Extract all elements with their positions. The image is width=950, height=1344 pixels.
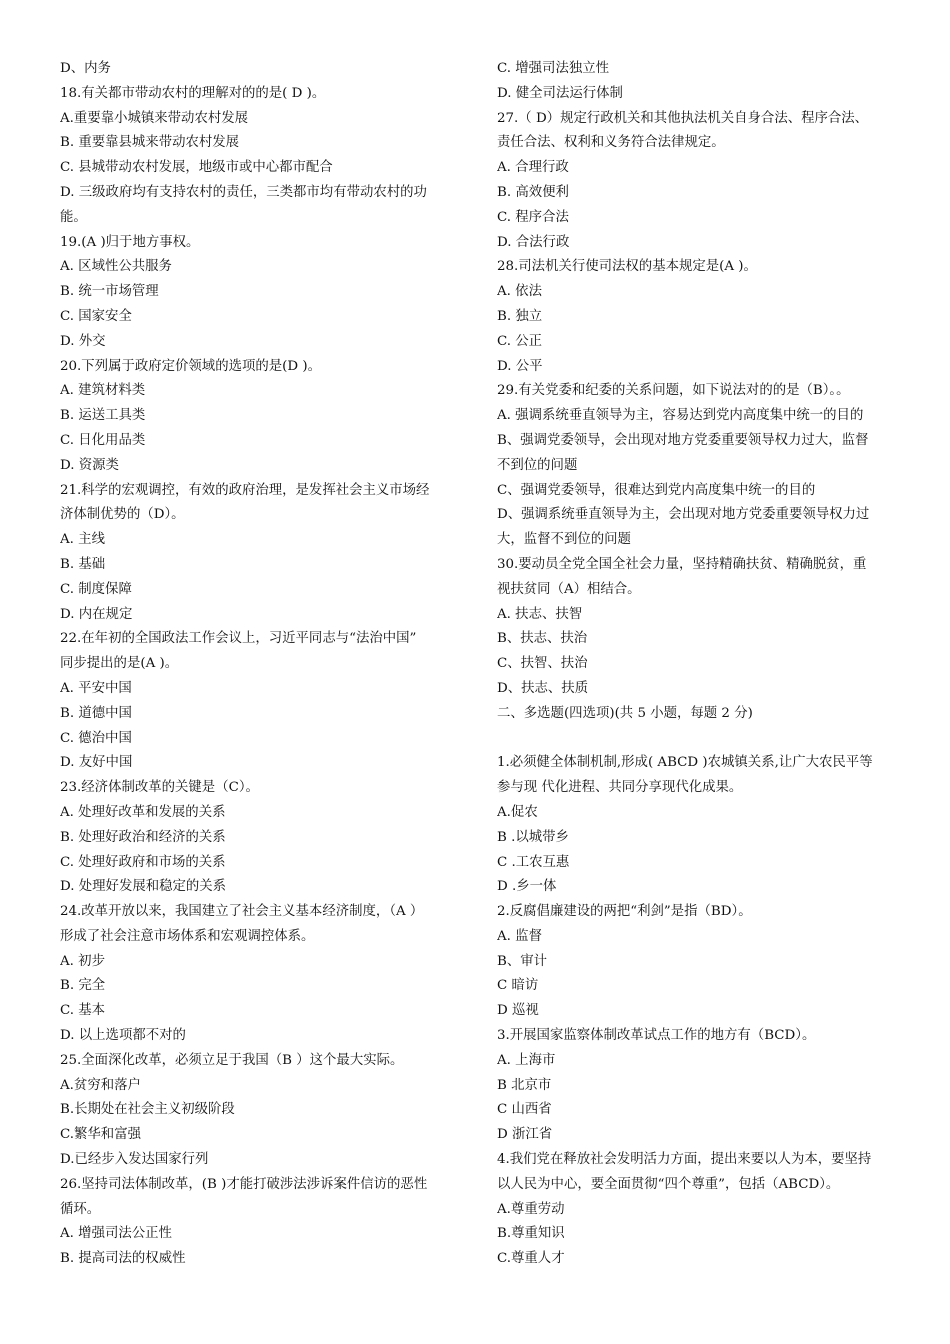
text-line: C. 基本: [60, 1003, 106, 1019]
text-line: D. 公平: [497, 358, 543, 374]
text-line: 28.司法机关行使司法权的基本规定是(A )。: [497, 259, 757, 275]
text-line: C. 制度保障: [60, 581, 132, 597]
text-line: C、扶智、扶治: [497, 656, 588, 672]
text-line: C .工农互惠: [497, 854, 570, 870]
text-line: 3.开展国家监察体制改革试点工作的地方有（BCD）。: [497, 1028, 816, 1044]
text-line: B .以城带乡: [497, 829, 569, 845]
text-line: D 巡视: [497, 1003, 539, 1019]
text-line: 24.改革开放以来，我国建立了社会主义基本经济制度，（A ）: [60, 904, 424, 920]
text-line: 不到位的问题: [497, 457, 578, 473]
text-line: 视扶贫同（A）相结合。: [497, 581, 641, 597]
text-line: C.尊重人才: [497, 1251, 565, 1267]
text-line: B. 重要靠县城来带动农村发展: [60, 135, 240, 151]
text-line: B. 统一市场管理: [60, 284, 159, 300]
text-line: B、扶志、扶治: [497, 631, 588, 647]
text-line: D.已经步入发达国家行列: [60, 1152, 209, 1168]
text-line: D. 处理好发展和稳定的关系: [60, 879, 227, 895]
text-line: C. 处理好政府和市场的关系: [60, 854, 226, 870]
text-line: C. 公正: [497, 333, 543, 349]
text-line: D. 内在规定: [60, 606, 133, 622]
text-line: 22.在年初的全国政法工作会议上，习近平同志与“法治中国”: [60, 631, 417, 647]
text-line: A.尊重劳动: [497, 1201, 565, 1217]
text-line: B.尊重知识: [497, 1226, 565, 1242]
text-line: C 山西省: [497, 1102, 552, 1118]
text-line: D. 合法行政: [497, 234, 570, 250]
text-line: A. 增强司法公正性: [60, 1226, 172, 1242]
text-line: C、强调党委领导，很难达到党内高度集中统一的目的: [497, 482, 816, 498]
text-line: B.长期处在社会主义初级阶段: [60, 1102, 235, 1118]
text-line: A. 上海市: [497, 1052, 556, 1068]
text-line: D、扶志、扶质: [497, 680, 589, 696]
text-line: D. 以上选项都不对的: [60, 1028, 186, 1044]
text-line: A.贫穷和落户: [60, 1077, 141, 1093]
text-line: C. 程序合法: [497, 209, 569, 225]
text-line: C. 国家安全: [60, 308, 132, 324]
text-line: 25.全面深化改革，必须立足于我国（B ）这个最大实际。: [60, 1052, 404, 1068]
text-line: A.重要靠小城镇来带动农村发展: [60, 110, 249, 126]
text-line: 大，监督不到位的问题: [497, 532, 631, 548]
text-line: [497, 727, 907, 752]
text-line: D 浙江省: [497, 1127, 553, 1143]
text-line: A. 合理行政: [497, 160, 569, 176]
text-line: 循环。: [60, 1201, 101, 1217]
text-line: 4.我们党在释放社会发明活力方面，提出来要以人为本，要坚持: [497, 1152, 872, 1168]
text-line: B. 运送工具类: [60, 408, 146, 424]
text-line: 27.（ D）规定行政机关和其他执法机关自身合法、程序合法、: [497, 110, 869, 126]
text-line: 1.必须健全体制机制,形成( ABCD )农城镇关系,让广大农民平等: [497, 755, 873, 771]
text-line: A. 主线: [60, 532, 105, 548]
text-line: 18.有关都市带动农村的理解对的的是( D )。: [60, 85, 326, 101]
text-line: D .乡一体: [497, 879, 557, 895]
text-line: A. 监督: [497, 928, 542, 944]
text-line: 19.(A )归于地方事权。: [60, 234, 200, 250]
text-line: 责任合法、权利和义务符合法律规定。: [497, 135, 725, 151]
text-line: B. 提高司法的权威性: [60, 1251, 186, 1267]
text-line: D. 健全司法运行体制: [497, 85, 623, 101]
text-line: C.繁华和富强: [60, 1127, 141, 1143]
text-line: B 北京市: [497, 1077, 552, 1093]
text-line: A. 强调系统垂直领导为主，容易达到党内高度集中统一的目的: [497, 408, 864, 424]
text-line: 26.坚持司法体制改革，(B )才能打破涉法涉诉案件信访的恶性: [60, 1176, 428, 1192]
text-line: 同步提出的是(A )。: [60, 656, 179, 672]
text-line: 能。: [60, 209, 87, 225]
text-line: A. 建筑材料类: [60, 383, 146, 399]
text-line: D、强调系统垂直领导为主，会出现对地方党委重要领导权力过: [497, 507, 870, 523]
text-line: 形成了社会注意市场体系和宏观调控体系。: [60, 928, 315, 944]
text-line: A. 平安中国: [60, 680, 132, 696]
text-line: 济体制优势的（D）。: [60, 507, 185, 523]
text-line: B. 完全: [60, 978, 106, 994]
text-line: C 暗访: [497, 978, 539, 994]
text-line: 二、多选题(四选项)(共 5 小题，每题 2 分): [497, 705, 753, 721]
text-line: A.促农: [497, 804, 538, 820]
text-line: 2.反腐倡廉建设的两把“利剑”是指（BD）。: [497, 904, 752, 920]
text-line: D. 资源类: [60, 457, 119, 473]
text-line: B. 独立: [497, 308, 543, 324]
text-line: A. 依法: [497, 284, 542, 300]
text-line: B、审计: [497, 953, 548, 969]
text-line: A. 处理好改革和发展的关系: [60, 804, 226, 820]
text-line: C. 日化用品类: [60, 432, 146, 448]
text-line: 参与现 代化进程、共同分享现代化成果。: [497, 780, 743, 796]
text-line: 以人民为中心，要全面贯彻“四个尊重”，包括（ABCD）。: [497, 1176, 840, 1192]
text-line: D. 三级政府均有支持农村的责任，三类都市均有带动农村的功: [60, 184, 427, 200]
text-line: C. 德治中国: [60, 730, 132, 746]
right-column: [497, 57, 907, 1272]
text-line: A. 区域性公共服务: [60, 259, 172, 275]
text-line: 30.要动员全党全国全社会力量，坚持精确扶贫、精确脱贫，重: [497, 556, 867, 572]
text-line: B. 高效便利: [497, 184, 569, 200]
text-line: A. 扶志、扶智: [497, 606, 583, 622]
text-line: A. 初步: [60, 953, 105, 969]
text-line: 29.有关党委和纪委的关系问题，如下说法对的的是（B）。。: [497, 383, 850, 399]
text-line: B. 道德中国: [60, 705, 132, 721]
text-line: 21.科学的宏观调控，有效的政府治理，是发挥社会主义市场经: [60, 482, 430, 498]
text-line: B. 处理好政治和经济的关系: [60, 829, 226, 845]
text-line: C. 县城带动农村发展，地级市或中心都市配合: [60, 160, 333, 176]
text-line: D. 外交: [60, 333, 106, 349]
text-line: B. 基础: [60, 556, 106, 572]
text-line: 20.下列属于政府定价领域的选项的是(D )。: [60, 358, 321, 374]
text-line: 23.经济体制改革的关键是（C）。: [60, 780, 259, 796]
text-line: D. 友好中国: [60, 755, 133, 771]
text-line: B、强调党委领导，会出现对地方党委重要领导权力过大，监督: [497, 432, 869, 448]
left-column: [60, 57, 470, 1272]
text-line: C. 增强司法独立性: [497, 61, 610, 76]
text-line: D、内务: [60, 61, 111, 76]
